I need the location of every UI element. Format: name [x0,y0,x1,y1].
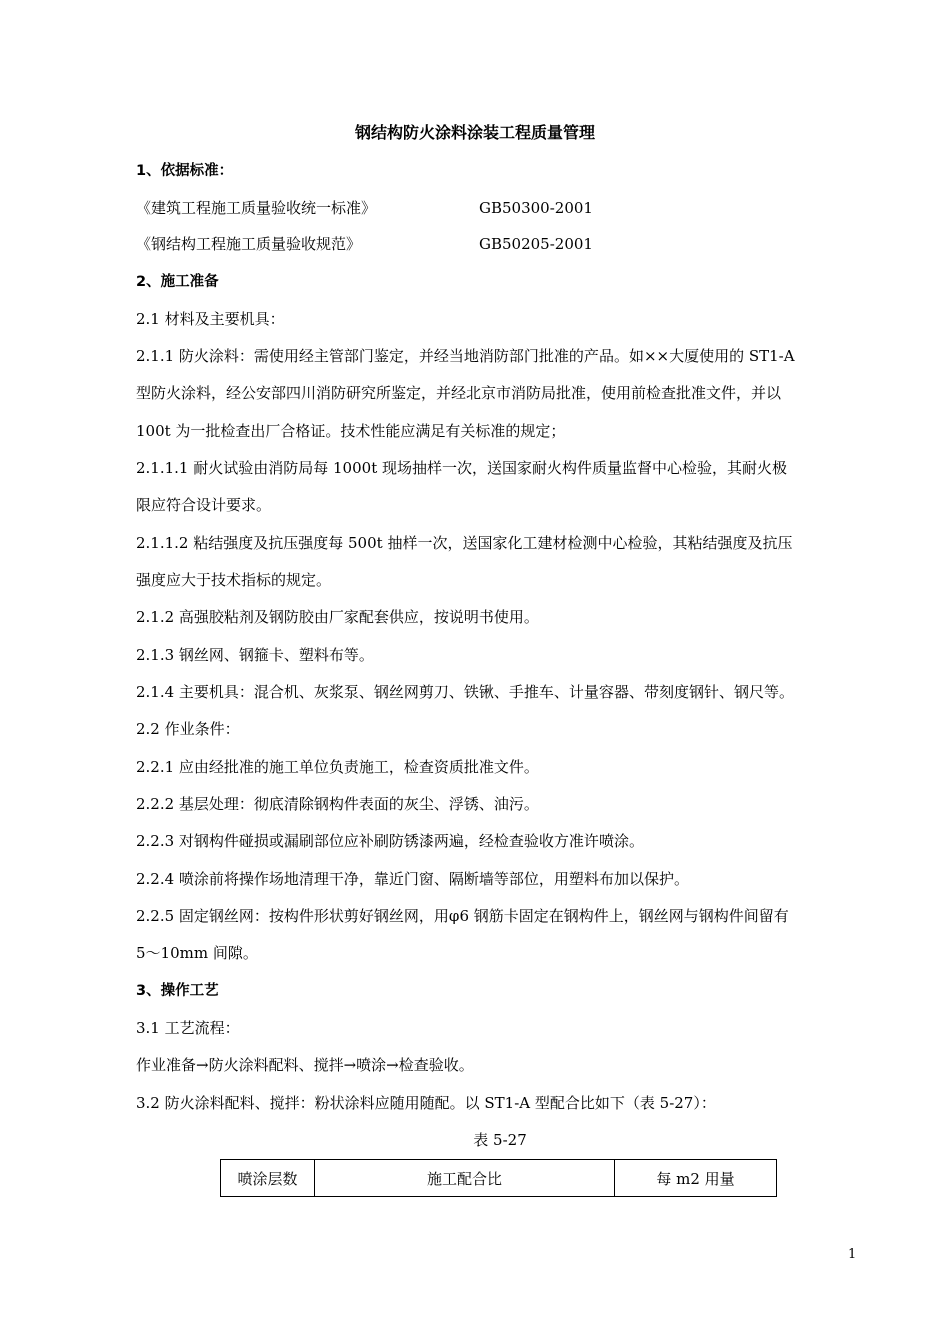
standard-code-1: GB50300-2001 [479,199,593,217]
section-heading-basis: 1、依据标准： [136,163,234,179]
paragraph-line: 2.1.1.2 粘结强度及抗压强度每 500t 抽样一次，送国家化工建材检测中心检验，其粘结强度及抗压 [136,534,793,552]
paragraph-line: 2.2 作业条件： [136,720,240,738]
table-header-row [221,1160,777,1197]
paragraph-line: 作业准备→防火涂料配料、搅拌→喷涂→检查验收。 [136,1056,474,1074]
table-header-cell: 喷涂层数 [221,1160,315,1197]
paragraph-line: 2.1.1.1 耐火试验由消防局每 1000t 现场抽样一次，送国家耐火构件质量监督中心检验，其耐火极 [136,459,787,477]
paragraph-line: 2.2.2 基层处理：彻底清除钢构件表面的灰尘、浮锈、油污。 [136,795,539,813]
section-heading-process: 3、操作工艺 [136,983,219,999]
paragraph-line: 2.1.3 钢丝网、钢箍卡、塑料布等。 [136,646,374,664]
table-header-cell: 每 m2 用量 [615,1160,777,1197]
table-header-cell: 施工配合比 [315,1160,615,1197]
table-caption: 表 5-27 [473,1131,527,1149]
paragraph-line: 2.2.1 应由经批准的施工单位负责施工，检查资质批准文件。 [136,758,539,776]
page-number: 1 [848,1247,857,1262]
paragraph-line: 型防火涂料，经公安部四川消防研究所鉴定，并经北京市消防局批准，使用前检查批准文件，并以 [136,384,782,402]
paragraph-line: 2.2.5 固定钢丝网：按构件形状剪好钢丝网，用φ6 钢筋卡固定在钢构件上，钢丝网与钢构件间留有 [136,907,789,925]
paragraph-line: 5～10mm 间隙。 [136,944,258,962]
paragraph-line: 2.2.4 喷涂前将操作场地清理干净，靠近门窗、隔断墙等部位，用塑料布加以保护。 [136,870,689,888]
paragraph-line: 限应符合设计要求。 [136,496,272,514]
paragraph-line: 3.1 工艺流程： [136,1019,240,1037]
document-title: 钢结构防火涂料涂装工程质量管理 [354,123,595,142]
paragraph-line: 2.1.1 防火涂料：需使用经主管部门鉴定，并经当地消防部门批准的产品。如××大厦使用的 ST1-A [136,347,795,365]
paragraph-line: 2.1 材料及主要机具： [136,310,285,328]
standard-name-1: 《建筑工程施工质量验收统一标准》 [136,199,377,217]
standard-code-2: GB50205-2001 [479,235,593,253]
paragraph-line: 2.2.3 对钢构件碰损或漏刷部位应补刷防锈漆两遍，经检查验收方准许喷涂。 [136,832,644,850]
paragraph-line: 3.2 防火涂料配料、搅拌：粉状涂料应随用随配。以 ST1-A 型配合比如下（表 5-27）： [136,1094,716,1112]
standard-name-2: 《钢结构工程施工质量验收规范》 [136,235,362,253]
paragraph-line: 2.1.2 高强胶粘剂及钢防胶由厂家配套供应，按说明书使用。 [136,608,539,626]
paragraph-line: 100t 为一批检查出厂合格证。技术性能应满足有关标准的规定； [136,422,566,440]
paragraph-line: 强度应大于技术指标的规定。 [136,571,332,589]
section-heading-preparation: 2、施工准备 [136,274,219,290]
paragraph-line: 2.1.4 主要机具：混合机、灰浆泵、钢丝网剪刀、铁锹、手推车、计量容器、带刻度钢针、钢尺等。 [136,683,794,701]
mix-ratio-table [220,1159,777,1197]
